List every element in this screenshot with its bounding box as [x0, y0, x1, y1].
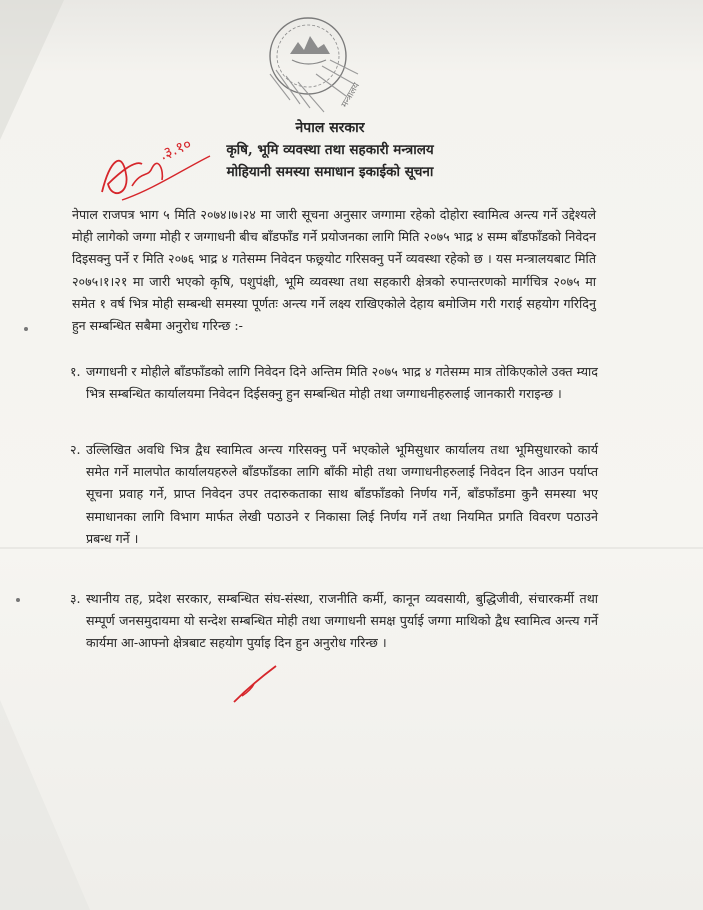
intro-paragraph: नेपाल राजपत्र भाग ५ मिति २०७४।७।२४ मा जारी सूचना अनुसार जग्गामा रहेको दोहोरा स्वामित्व अन्त्य गर्ने उद्देश्यले मोही लागेको जग्गा मोही र जग्गाधनी बीच बाँडफाँड गर्ने प्रयोजनका लागि मिति २०७५ भाद्र ४ सम्म बाँडफाँडको निवेदन दिइसक्नु पर्ने र मिति २०७६ भाद्र ४ गतेसम्म निवेदन फछ्र्योट गरिसक्नु पर्ने व्यवस्था रहेको छ । यस मन्त्रालयबाट मिति २०७५।१।२१ मा जारी भएको कृषि, पशुपंक्षी, भूमि व्यवस्था तथा सहकारी क्षेत्रको रुपान्तरणको मार्गचित्र २०७५ मा समेत १ वर्ष भित्र मोही सम्बन्धी समस्या पूर्णतः अन्त्य गर्ने लक्ष्य राखिएकोले देहाय बमोजिम गरी गराई सहयोग गरिदिनु हुन सम्बन्धित सबैमा अनुरोध गरिन्छ :- — [72, 207, 596, 334]
list-item — [70, 361, 598, 405]
punch-hole-mark — [24, 327, 28, 331]
svg-text:.३.१०: .३.१० — [156, 134, 195, 164]
list-item — [70, 439, 598, 550]
item-number: २. — [70, 442, 81, 457]
item-text: स्थानीय तह, प्रदेश सरकार, सम्बन्धित संघ-संस्था, राजनीति कर्मी, कानून व्यवसायी, बुद्धिजीवी, संचारकर्मी तथा सम्पूर्ण जनसमुदायमा यो सन्देश सम्बन्धित मोही तथा जग्गाधनी समक्ष पुर्याई जग्गा माथिको द्वैध स्वामित्व अन्त्य गर्ने कार्यमा आ-आफ्नो क्षेत्रबाट सहयोग पुर्याइ दिन हुन अनुरोध गरिन्छ । — [86, 591, 598, 651]
item-text: जग्गाधनी र मोहीले बाँडफाँडको लागि निवेदन दिने अन्तिम मिति २०७५ भाद्र ४ गतेसम्म मात्र तोकिएकोले उक्त म्याद भित्र सम्बन्धित कार्यालयमा निवेदन दिईसक्नु हुन सम्बन्धित मोही तथा जग्गाधनीहरुलाई जानकारी गराइन्छ । — [86, 364, 598, 402]
item-number: ३. — [70, 591, 81, 606]
ministry-seal-stamp — [246, 4, 376, 122]
header-ministry: कृषि, भूमि व्यवस्था तथा सहकारी मन्त्रालय — [226, 142, 434, 158]
red-check-mark — [232, 662, 278, 704]
list-item — [70, 588, 598, 655]
header-org: नेपाल सरकार — [295, 120, 365, 136]
item-text: उल्लिखित अवधि भित्र द्वैध स्वामित्व अन्त्य गरिसक्नु पर्ने भएकोले भूमिसुधार कार्यालय तथा भूमिसुधारको कार्य समेत गर्ने मालपोत कार्यालयहरुले बाँडफाँडका लागि बाँकी मोही तथा जग्गाधनीहरुलाई निवेदन दिन आउन पर्याप्त सूचना प्रवाह गर्ने, प्राप्त निवेदन उपर तदारुकताका साथ बाँडफाँडको निर्णय गर्ने, बाँडफाँडमा कुनै समस्या भए समाधानका लागि विभाग मार्फत लेखी पठाउने र निकासा लिई निर्णय गर्ने तथा नियमित प्रगति विवरण पठाउने प्रबन्ध गर्ने । — [86, 442, 598, 546]
notice-title: मोहियानी समस्या समाधान इकाईको सूचना — [226, 164, 434, 180]
punch-hole-mark — [16, 598, 20, 602]
svg-text:मन्त्रालय: मन्त्रालय — [339, 81, 363, 110]
item-number: १. — [70, 364, 81, 379]
